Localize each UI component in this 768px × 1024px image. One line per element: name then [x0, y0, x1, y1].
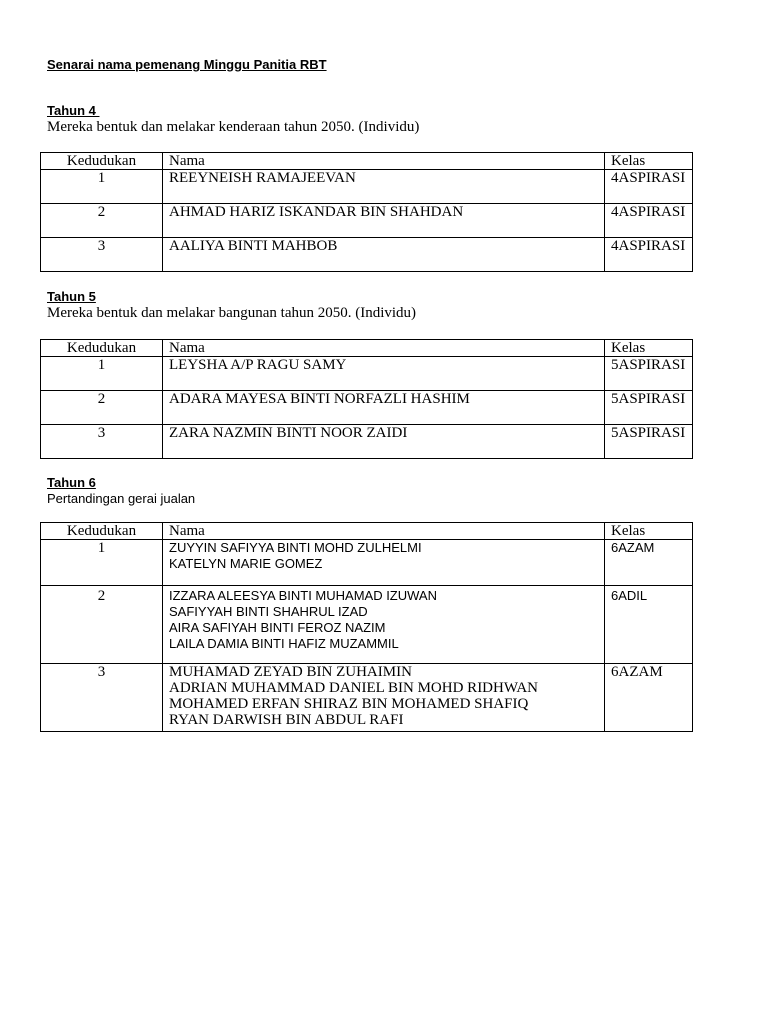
column-header-class: Kelas — [605, 153, 693, 170]
column-header-rank: Kedudukan — [41, 340, 163, 357]
class-cell: 4ASPIRASI — [605, 170, 693, 204]
name-cell: ZARA NAZMIN BINTI NOOR ZAIDI — [163, 425, 605, 459]
rank-cell: 3 — [41, 425, 163, 459]
rank-cell: 2 — [41, 391, 163, 425]
member-name: LAILA DAMIA BINTI HAFIZ MUZAMMIL — [169, 636, 399, 651]
member-name: RYAN DARWISH BIN ABDUL RAFI — [169, 712, 404, 728]
table-header-row — [41, 340, 693, 357]
section-heading-tahun-4: Tahun 4 — [47, 103, 100, 118]
table-row — [41, 357, 693, 391]
member-name: AIRA SAFIYAH BINTI FEROZ NAZIM — [169, 620, 386, 635]
winners-table-tahun-5 — [40, 339, 693, 459]
table-row — [41, 425, 693, 459]
winners-table-tahun-4 — [40, 152, 693, 272]
section-heading-tahun-5: Tahun 5 — [47, 289, 96, 304]
class-cell: 4ASPIRASI — [605, 238, 693, 272]
table-row — [41, 170, 693, 204]
member-name: SAFIYYAH BINTI SHAHRUL IZAD — [169, 604, 368, 619]
rank-cell: 2 — [41, 586, 163, 664]
rank-cell: 3 — [41, 664, 163, 732]
table-row — [41, 664, 693, 732]
member-name: IZZARA ALEESYA BINTI MUHAMAD IZUWAN — [169, 588, 437, 603]
class-cell: 4ASPIRASI — [605, 204, 693, 238]
table-row — [41, 391, 693, 425]
name-cell: AHMAD HARIZ ISKANDAR BIN SHAHDAN — [163, 204, 605, 238]
column-header-class: Kelas — [605, 523, 693, 540]
column-header-rank: Kedudukan — [41, 153, 163, 170]
class-cell: 5ASPIRASI — [605, 391, 693, 425]
class-cell: 6AZAM — [605, 664, 693, 732]
member-name: MOHAMED ERFAN SHIRAZ BIN MOHAMED SHAFIQ — [169, 696, 529, 712]
section-description-tahun-6: Pertandingan gerai jualan — [47, 491, 196, 506]
rank-cell: 1 — [41, 170, 163, 204]
column-header-name: Nama — [163, 523, 605, 540]
winners-table-tahun-6 — [40, 522, 693, 732]
rank-cell: 1 — [41, 357, 163, 391]
name-cell: AALIYA BINTI MAHBOB — [163, 238, 605, 272]
rank-cell: 2 — [41, 204, 163, 238]
column-header-name: Nama — [163, 340, 605, 357]
member-name: ZUYYIN SAFIYYA BINTI MOHD ZULHELMI — [169, 540, 422, 555]
table-header-row — [41, 523, 693, 540]
table-row — [41, 586, 693, 664]
name-cell: LEYSHA A/P RAGU SAMY — [163, 357, 605, 391]
name-cell — [163, 540, 605, 586]
name-cell: ADARA MAYESA BINTI NORFAZLI HASHIM — [163, 391, 605, 425]
table-header-row — [41, 153, 693, 170]
class-cell: 6ADIL — [605, 586, 693, 664]
member-name: ADRIAN MUHAMMAD DANIEL BIN MOHD RIDHWAN — [169, 680, 539, 696]
name-cell — [163, 586, 605, 664]
table-row — [41, 540, 693, 586]
rank-cell: 3 — [41, 238, 163, 272]
name-cell — [163, 664, 605, 732]
section-heading-tahun-6: Tahun 6 — [47, 475, 96, 490]
class-cell: 5ASPIRASI — [605, 357, 693, 391]
section-description-tahun-4: Mereka bentuk dan melakar kenderaan tahun 2050. (Individu) — [47, 119, 420, 135]
table-row — [41, 204, 693, 238]
column-header-rank: Kedudukan — [41, 523, 163, 540]
section-description-tahun-5: Mereka bentuk dan melakar bangunan tahun 2050. (Individu) — [47, 305, 417, 321]
member-name: KATELYN MARIE GOMEZ — [169, 556, 323, 571]
column-header-name: Nama — [163, 153, 605, 170]
name-cell: REEYNEISH RAMAJEEVAN — [163, 170, 605, 204]
document-title: Senarai nama pemenang Minggu Panitia RBT — [47, 57, 327, 72]
column-header-class: Kelas — [605, 340, 693, 357]
class-cell: 6AZAM — [605, 540, 693, 586]
rank-cell: 1 — [41, 540, 163, 586]
table-row — [41, 238, 693, 272]
class-cell: 5ASPIRASI — [605, 425, 693, 459]
member-name: MUHAMAD ZEYAD BIN ZUHAIMIN — [169, 664, 412, 680]
